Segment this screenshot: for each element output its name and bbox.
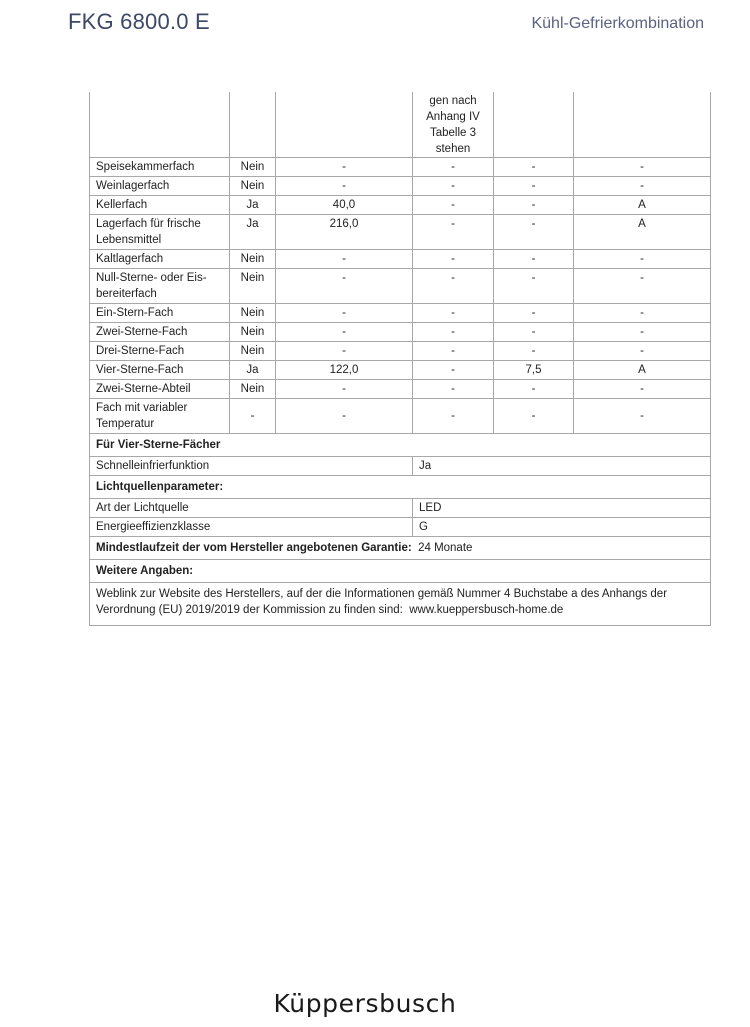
compartment-col3: - bbox=[413, 399, 494, 434]
header-text: stehen bbox=[435, 143, 471, 155]
compartment-present: - bbox=[230, 399, 276, 434]
compartment-row bbox=[90, 269, 711, 304]
light-section bbox=[90, 476, 711, 499]
compartment-name: Vier-Sterne-Fach bbox=[90, 361, 230, 380]
compartment-row bbox=[90, 158, 711, 177]
compartment-class: A bbox=[574, 196, 711, 215]
compartment-row bbox=[90, 304, 711, 323]
compartment-col3: - bbox=[413, 323, 494, 342]
compartment-present: Ja bbox=[230, 361, 276, 380]
compartment-col4: - bbox=[494, 269, 574, 304]
compartment-volume: - bbox=[276, 323, 413, 342]
compartment-present: Nein bbox=[230, 158, 276, 177]
light-type-label: Art der Lichtquelle bbox=[90, 499, 413, 518]
compartment-col3: - bbox=[413, 361, 494, 380]
compartment-row bbox=[90, 177, 711, 196]
weblink-text: Weblink zur Website des Herstellers, auf der die Informationen gemäß Nummer 4 Buchstabe a des Anhangs der Verordnung (EU) 2019/2019 der Kommission zu finden sind: bbox=[96, 588, 668, 616]
table-header-continuation bbox=[90, 92, 711, 158]
compartment-row bbox=[90, 399, 711, 434]
compartment-name: Zwei-Sterne-Abteil bbox=[90, 380, 230, 399]
compartment-class: - bbox=[574, 250, 711, 269]
compartment-volume: - bbox=[276, 380, 413, 399]
compartment-col4: - bbox=[494, 380, 574, 399]
compartment-class: - bbox=[574, 380, 711, 399]
product-category: Kühl-Gefrierkombination bbox=[531, 15, 704, 32]
compartment-col3: - bbox=[413, 215, 494, 250]
quick-freeze-label: Schnelleinfrierfunktion bbox=[90, 457, 413, 476]
compartment-present: Nein bbox=[230, 342, 276, 361]
compartment-volume: 40,0 bbox=[276, 196, 413, 215]
brand-logo: Küppersbusch bbox=[273, 989, 457, 1018]
compartment-name: Kellerfach bbox=[90, 196, 230, 215]
header-text: gen nach bbox=[429, 95, 477, 107]
compartment-row bbox=[90, 196, 711, 215]
compartment-present: Nein bbox=[230, 250, 276, 269]
compartment-present: Nein bbox=[230, 177, 276, 196]
header-text: Anhang IV bbox=[426, 111, 480, 123]
compartment-name: Null-Sterne- oder Eis-bereiterfach bbox=[90, 269, 230, 304]
compartment-col4: - bbox=[494, 304, 574, 323]
compartment-class: - bbox=[574, 399, 711, 434]
energy-class-label: Energieeffizienzklasse bbox=[90, 518, 413, 537]
compartment-col4: - bbox=[494, 215, 574, 250]
compartment-row bbox=[90, 250, 711, 269]
compartment-name: Lagerfach für frische Lebensmittel bbox=[90, 215, 230, 250]
compartment-col4: - bbox=[494, 323, 574, 342]
compartment-col3: - bbox=[413, 158, 494, 177]
compartment-class: A bbox=[574, 215, 711, 250]
compartment-volume: - bbox=[276, 342, 413, 361]
compartment-row bbox=[90, 361, 711, 380]
warranty-row bbox=[90, 537, 711, 560]
compartment-row bbox=[90, 323, 711, 342]
compartment-col4: 7,5 bbox=[494, 361, 574, 380]
compartment-volume: - bbox=[276, 158, 413, 177]
compartment-name: Kaltlagerfach bbox=[90, 250, 230, 269]
compartment-col3: - bbox=[413, 177, 494, 196]
compartment-name: Speisekammerfach bbox=[90, 158, 230, 177]
four-star-section bbox=[90, 434, 711, 457]
compartment-col4: - bbox=[494, 342, 574, 361]
quick-freeze-value: Ja bbox=[413, 457, 711, 476]
warranty-label: Mindestlaufzeit der vom Hersteller angebotenen Garantie: bbox=[96, 542, 412, 554]
compartment-present: Ja bbox=[230, 215, 276, 250]
compartment-col3: - bbox=[413, 250, 494, 269]
light-type-row bbox=[90, 499, 711, 518]
compartment-row bbox=[90, 215, 711, 250]
compartment-volume: - bbox=[276, 250, 413, 269]
compartment-class: - bbox=[574, 323, 711, 342]
compartment-volume: - bbox=[276, 269, 413, 304]
compartment-class: A bbox=[574, 361, 711, 380]
compartment-col4: - bbox=[494, 250, 574, 269]
compartment-class: - bbox=[574, 342, 711, 361]
warranty-value: 24 Monate bbox=[418, 542, 473, 554]
compartment-volume: 216,0 bbox=[276, 215, 413, 250]
compartment-name: Weinlagerfach bbox=[90, 177, 230, 196]
compartment-col3: - bbox=[413, 304, 494, 323]
model-title: FKG 6800.0 E bbox=[68, 9, 210, 34]
compartment-volume: - bbox=[276, 304, 413, 323]
compartment-class: - bbox=[574, 158, 711, 177]
compartment-col3: - bbox=[413, 196, 494, 215]
quick-freeze-row bbox=[90, 457, 711, 476]
compartment-col4: - bbox=[494, 158, 574, 177]
warranty-cell bbox=[90, 537, 711, 560]
compartment-name: Fach mit variabler Temperatur bbox=[90, 399, 230, 434]
compartment-present: Nein bbox=[230, 380, 276, 399]
weblink-url[interactable]: www.kueppersbusch-home.de bbox=[409, 604, 564, 616]
compartment-volume: - bbox=[276, 399, 413, 434]
compartment-present: Nein bbox=[230, 269, 276, 304]
weblink-row bbox=[90, 583, 711, 626]
compartment-col3: - bbox=[413, 380, 494, 399]
compartment-present: Ja bbox=[230, 196, 276, 215]
light-type-value: LED bbox=[413, 499, 711, 518]
compartment-name: Drei-Sterne-Fach bbox=[90, 342, 230, 361]
compartment-col4: - bbox=[494, 196, 574, 215]
compartment-col4: - bbox=[494, 177, 574, 196]
product-data-table bbox=[89, 92, 711, 626]
compartment-col3: - bbox=[413, 269, 494, 304]
light-title: Lichtquellenparameter: bbox=[90, 476, 711, 499]
compartment-volume: - bbox=[276, 177, 413, 196]
compartment-class: - bbox=[574, 269, 711, 304]
compartment-name: Zwei-Sterne-Fach bbox=[90, 323, 230, 342]
energy-class-value: G bbox=[413, 518, 711, 537]
compartment-name: Ein-Stern-Fach bbox=[90, 304, 230, 323]
compartment-col4: - bbox=[494, 399, 574, 434]
compartment-row bbox=[90, 342, 711, 361]
weblink-cell bbox=[90, 583, 711, 626]
compartment-class: - bbox=[574, 177, 711, 196]
compartment-present: Nein bbox=[230, 304, 276, 323]
compartment-row bbox=[90, 380, 711, 399]
compartment-class: - bbox=[574, 304, 711, 323]
more-title: Weitere Angaben: bbox=[90, 560, 711, 583]
compartment-volume: 122,0 bbox=[276, 361, 413, 380]
energy-class-row bbox=[90, 518, 711, 537]
compartment-present: Nein bbox=[230, 323, 276, 342]
more-section bbox=[90, 560, 711, 583]
header-text: Tabelle 3 bbox=[429, 127, 477, 139]
compartment-col3: - bbox=[413, 342, 494, 361]
four-star-title: Für Vier-Sterne-Fächer bbox=[90, 434, 711, 457]
